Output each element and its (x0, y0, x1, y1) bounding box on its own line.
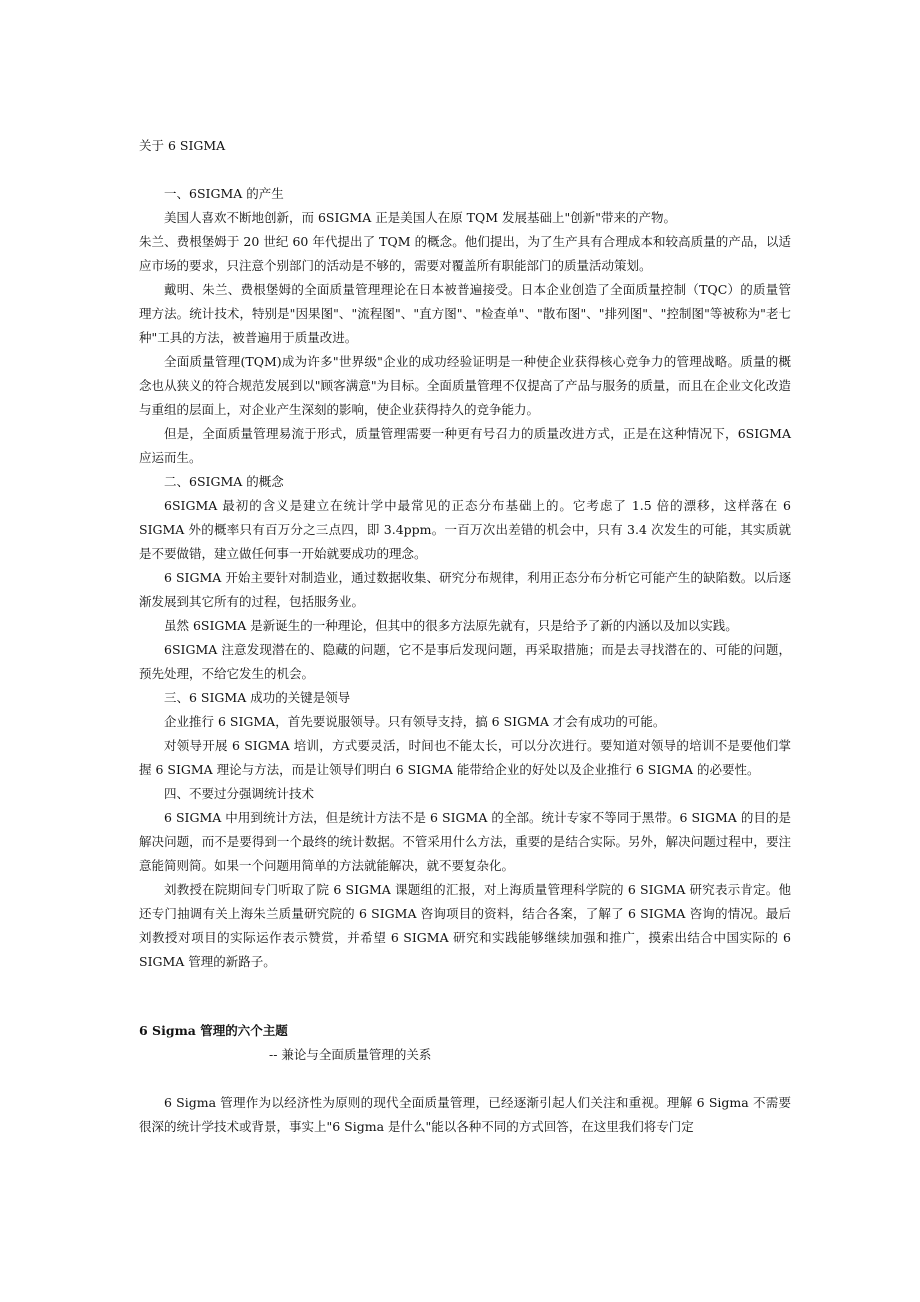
paragraph: 虽然 6SIGMA 是新诞生的一种理论，但其中的很多方法原先就有，只是给予了新的内涵以及加以实践。 (164, 618, 738, 633)
paragraph: 6 Sigma 管理作为以经济性为原则的现代全面质量管理，已经逐渐引起人们关注和重视。理解 6 Sigma 不需要很深的统计学技术或背景，事实上"6 Sigma 是什么"能以各种不同的方式回答，在这里我们将专门定 (139, 1095, 791, 1134)
document-title: 关于 6 SIGMA (139, 138, 226, 153)
section-2-heading: 二、6SIGMA 的概念 (164, 474, 284, 489)
paragraph: 6 SIGMA 开始主要针对制造业，通过数据收集、研究分布规律，利用正态分布分析它可能产生的缺陷数。以后逐渐发展到其它所有的过程，包括服务业。 (139, 570, 791, 609)
paragraph: 6 SIGMA 中用到统计方法，但是统计方法不是 6 SIGMA 的全部。统计专家不等同于黑带。6 SIGMA 的目的是解决问题，而不是要得到一个最终的统计数据。不管采用什么方法，重要的是结合实际。另外，解决问题过程中，要注意能简则简。如果一个问题用简单的方法就能解决，就不要复杂化。 (139, 810, 791, 873)
paragraph: 企业推行 6 SIGMA，首先要说服领导。只有领导支持，搞 6 SIGMA 才会有成功的可能。 (164, 714, 666, 729)
spacer (139, 158, 791, 182)
paragraph: 6SIGMA 注意发现潜在的、隐藏的问题，它不是事后发现问题，再采取措施；而是去寻找潜在的、可能的问题，预先处理，不给它发生的机会。 (139, 642, 791, 681)
spacer (139, 1067, 791, 1091)
part-2-subtitle: -- 兼论与全面质量管理的关系 (269, 1047, 432, 1062)
part-2-title: 6 Sigma 管理的六个主题 (139, 1023, 288, 1038)
paragraph: 戴明、朱兰、费根堡姆的全面质量管理理论在日本被普遍接受。日本企业创造了全面质量控制（TQC）的质量管理方法。统计技术，特别是"因果图"、"流程图"、"直方图"、"检查单"、"散布图"、"排列图"、"控制图"等被称为"老七种"工具的方法，被普遍用于质量改进。 (139, 282, 791, 345)
paragraph: 朱兰、费根堡姆于 20 世纪 60 年代提出了 TQM 的概念。他们提出，为了生产具有合理成本和较高质量的产品，以适应市场的要求，只注意个别部门的活动是不够的，需要对覆盖所有职能部门的质量活动策划。 (139, 234, 791, 273)
paragraph: 对领导开展 6 SIGMA 培训，方式要灵活，时间也不能太长，可以分次进行。要知道对领导的培训不是要他们掌握 6 SIGMA 理论与方法，而是让领导们明白 6 SIGMA 能带给企业的好处以及企业推行 6 SIGMA 的必要性。 (139, 738, 791, 777)
paragraph: 但是，全面质量管理易流于形式，质量管理需要一种更有号召力的质量改进方式，正是在这种情况下，6SIGMA 应运而生。 (139, 426, 791, 465)
paragraph: 美国人喜欢不断地创新，而 6SIGMA 正是美国人在原 TQM 发展基础上"创新"带来的产物。 (164, 210, 677, 225)
spacer (139, 974, 791, 1019)
paragraph: 刘教授在院期间专门听取了院 6 SIGMA 课题组的汇报，对上海质量管理科学院的 6 SIGMA 研究表示肯定。他还专门抽调有关上海朱兰质量研究院的 6 SIGMA 咨询项目的资料，结合各案，了解了 6 SIGMA 咨询的情况。最后刘教授对项目的实际运作表示赞赏，并希望 6 SIGMA 研究和实践能够继续加强和推广，摸索出结合中国实际的 6 SIGMA 管理的新路子。 (139, 882, 791, 969)
document-page (139, 133, 791, 1139)
paragraph: 6SIGMA 最初的含义是建立在统计学中最常见的正态分布基础上的。它考虑了 1.5 倍的漂移，这样落在 6 SIGMA 外的概率只有百万分之三点四，即 3.4ppm。一百万次出差错的机会中，只有 3.4 次发生的可能，其实质就是不要做错，建立做任何事一开始就要成功的理念。 (139, 498, 791, 561)
section-4-heading: 四、不要过分强调统计技术 (164, 786, 315, 801)
section-3-heading: 三、6 SIGMA 成功的关键是领导 (164, 690, 351, 705)
section-1-heading: 一、6SIGMA 的产生 (164, 186, 284, 201)
paragraph: 全面质量管理(TQM)成为许多"世界级"企业的成功经验证明是一种使企业获得核心竞争力的管理战略。质量的概念也从狭义的符合规范发展到以"顾客满意"为目标。全面质量管理不仅提高了产品与服务的质量，而且在企业文化改造与重组的层面上，对企业产生深刻的影响，使企业获得持久的竞争能力。 (139, 354, 791, 417)
